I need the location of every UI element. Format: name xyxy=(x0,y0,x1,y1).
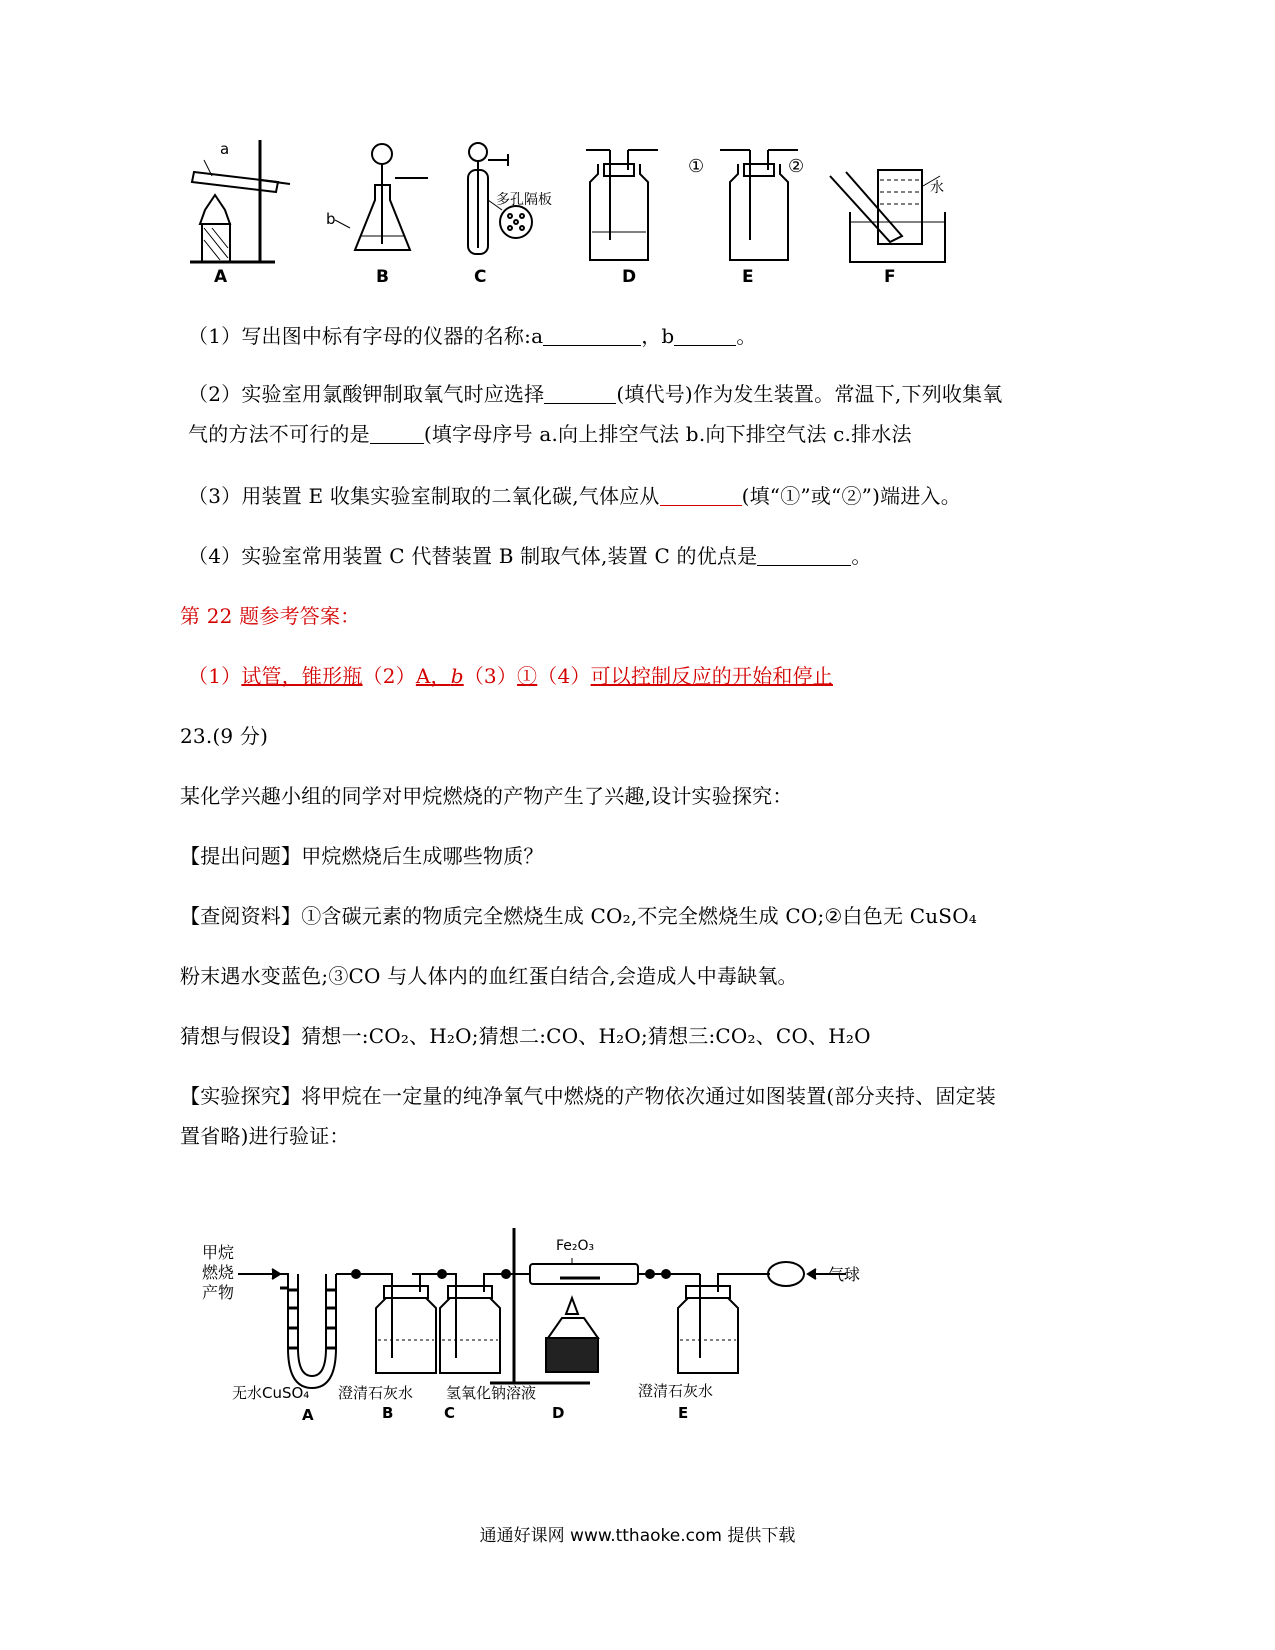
q22-part2-line1: （2）实验室用氯酸钾制取氧气时应选择 (填代号)作为发生装置。常温下,下列收集氧 xyxy=(188,382,1003,406)
footer-download-note: 通通好课网 www.tthaoke.com 提供下载 xyxy=(479,1526,796,1546)
answer-blank-a xyxy=(543,325,641,346)
answer-blank-advantage xyxy=(757,545,851,566)
label-limewater-b: 澄清石灰水 xyxy=(338,1384,414,1402)
answer-blank-port xyxy=(660,485,742,506)
label-b: b xyxy=(326,210,336,228)
answer-blank-b xyxy=(674,325,736,346)
q22-part2-line2: 气的方法不可行的是 (填字母序号 a.向上排空气法 b.向下排空气法 c.排水法 xyxy=(188,422,912,446)
apparatus-figure-1 xyxy=(190,140,1000,300)
fig2-label-B: B xyxy=(382,1404,394,1422)
label-limewater-e: 澄清石灰水 xyxy=(638,1382,714,1400)
q23-experiment-line2: 置省略)进行验证： xyxy=(180,1124,350,1148)
q22-part4: （4）实验室常用装置 C 代替装置 B 制取气体,装置 C 的优点是 。 xyxy=(188,544,872,568)
label-port-2: ② xyxy=(788,156,805,177)
answer-line: （1）试管，锥形瓶（2）A，b（3）①（4）可以控制反应的开始和停止 xyxy=(188,664,833,688)
label-perforated-plate: 多孔隔板 xyxy=(496,192,552,208)
q23-info-line1: 【查阅资料】①含碳元素的物质完全燃烧生成 CO₂,不完全燃烧生成 CO;②白色无 CuSO₄ xyxy=(180,904,978,928)
label-port-1: ① xyxy=(688,156,705,177)
q22-part3: （3）用装置 E 收集实验室制取的二氧化碳,气体应从 (填“①”或“②”)端进入。 xyxy=(188,484,961,508)
q23-info-line2: 粉末遇水变蓝色;③CO 与人体内的血红蛋白结合,会造成人中毒缺氧。 xyxy=(180,964,798,988)
label-naoh: 氢氧化钠溶液 xyxy=(446,1384,537,1402)
fe2o3-label: Fe₂O₃ xyxy=(556,1238,595,1254)
answer-blank-device xyxy=(544,383,616,404)
q23-hypothesis: 猜想与假设】猜想一:CO₂、H₂O;猜想二:CO、H₂O;猜想三:CO₂、CO、H₂O xyxy=(180,1024,871,1048)
label-cuso4: 无水CuSO₄ xyxy=(232,1384,310,1402)
inlet-label-2: 燃烧 xyxy=(202,1263,235,1282)
label-F: F xyxy=(884,267,896,287)
fig2-label-D: D xyxy=(552,1404,565,1422)
inlet-label-1: 甲烷 xyxy=(202,1243,235,1262)
fig2-label-E: E xyxy=(678,1404,689,1422)
label-B: B xyxy=(376,267,389,287)
q22-part1: （1）写出图中标有字母的仪器的名称:a ，b 。 xyxy=(188,324,757,348)
fig2-label-C: C xyxy=(444,1404,456,1422)
q23-intro: 某化学兴趣小组的同学对甲烷燃烧的产物产生了兴趣,设计实验探究： xyxy=(180,784,793,808)
label-a: a xyxy=(220,140,230,158)
fig2-label-A: A xyxy=(302,1406,314,1424)
label-C: C xyxy=(474,267,487,287)
answer-blank-method xyxy=(370,423,424,444)
apparatus-figure-2 xyxy=(180,1228,880,1443)
label-E: E xyxy=(742,267,754,287)
q23-experiment-line1: 【实验探究】将甲烷在一定量的纯净氧气中燃烧的产物依次通过如图装置(部分夹持、固定装 xyxy=(180,1084,997,1108)
balloon-label: 气球 xyxy=(828,1265,861,1284)
label-D: D xyxy=(622,267,637,287)
label-A: A xyxy=(214,267,228,287)
q23-heading: 23.(9 分) xyxy=(180,724,269,748)
answer-title: 第 22 题参考答案： xyxy=(180,604,361,628)
label-water: 水 xyxy=(930,180,944,196)
q23-question: 【提出问题】甲烷燃烧后生成哪些物质？ xyxy=(180,844,544,868)
inlet-label-3: 产物 xyxy=(202,1283,235,1302)
